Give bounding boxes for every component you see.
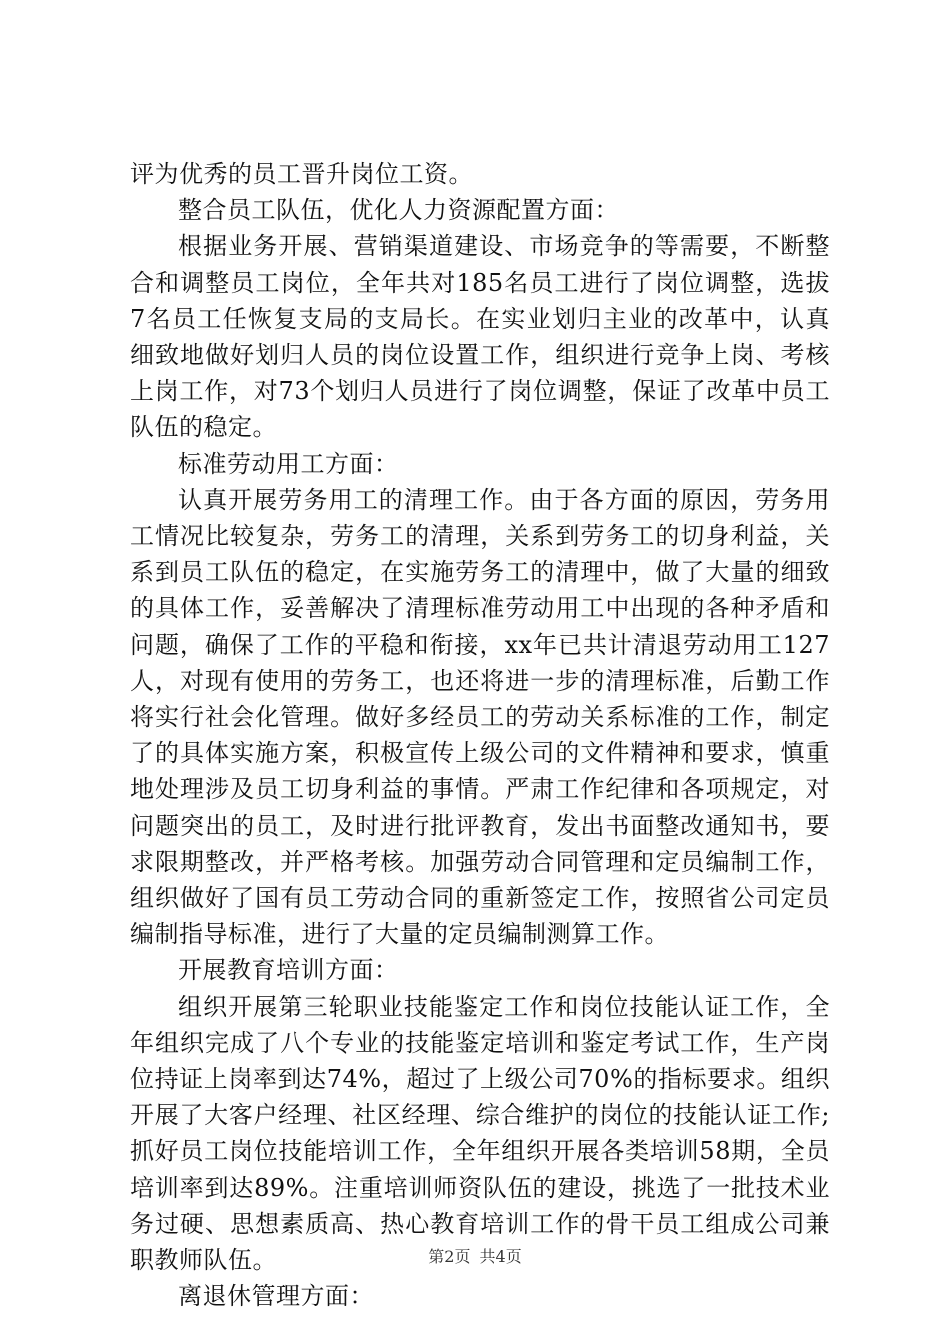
page-total: 共4页 — [479, 1247, 522, 1266]
section-heading-labor-employment: 标准劳动用工方面： — [178, 449, 399, 478]
paragraph-education-training: 组织开展第三轮职业技能鉴定工作和岗位技能认证工作，全年组织完成了八个专业的技能鉴定培训和鉴定考试工作，生产岗位持证上岗率到达74%，超过了上级公司70%的指标要求。组织开展了大客户经理、社区经理、综合维护的岗位的技能认证工作;抓好员工岗位技能培训工作，全年组织开展各类培训58期，全员培训率到达89%。注重培训师资队伍的建设，挑选了一批技术业务过硬、思想素质高、热心教育培训工作的骨干员工组成公司兼职教师队伍。 — [130, 992, 830, 1275]
paragraph-staff-integration: 根据业务开展、营销渠道建设、市场竞争的等需要，不断整合和调整员工岗位，全年共对185名员工进行了岗位调整，选拔7名员工任恢复支局的支局长。在实业划归主业的改革中，认真细致地做好划归人员的岗位设置工作，组织进行竞争上岗、考核上岗工作，对73个划归人员进行了岗位调整，保证了改革中员工队伍的稳定。 — [130, 232, 830, 442]
section-heading-education-training: 开展教育培训方面： — [178, 956, 399, 985]
section-heading-retirement: 离退休管理方面： — [178, 1282, 374, 1311]
document-body — [130, 156, 830, 1315]
paragraph-labor-employment: 认真开展劳务用工的清理工作。由于各方面的原因，劳务用工情况比较复杂，劳务工的清理，关系到劳务工的切身利益，关系到员工队伍的稳定，在实施劳务工的清理中，做了大量的细致的具体工作，妥善解决了清理标准劳动用工中出现的各种矛盾和问题，确保了工作的平稳和衔接，xx年已共计清退劳动用工127人，对现有使用的劳务工，也还将进一步的清理标准，后勤工作将实行社会化管理。做好多经员工的劳动关系标准的工作，制定了的具体实施方案，积极宣传上级公司的文件精神和要求，慎重地处理涉及员工切身利益的事情。严肃工作纪律和各项规定，对问题突出的员工，及时进行批评教育，发出书面整改通知书，要求限期整改，并严格考核。加强劳动合同管理和定员编制工作，组织做好了国有员工劳动合同的重新签定工作，按照省公司定员编制指导标准，进行了大量的定员编制测算工作。 — [130, 485, 830, 949]
page-footer — [0, 1244, 950, 1267]
section-heading-staff-integration: 整合员工队伍，优化人力资源配置方面： — [178, 196, 619, 225]
paragraph-continuation: 评为优秀的员工晋升岗位工资。 — [130, 160, 473, 188]
page-number: 第2页 — [428, 1247, 471, 1266]
